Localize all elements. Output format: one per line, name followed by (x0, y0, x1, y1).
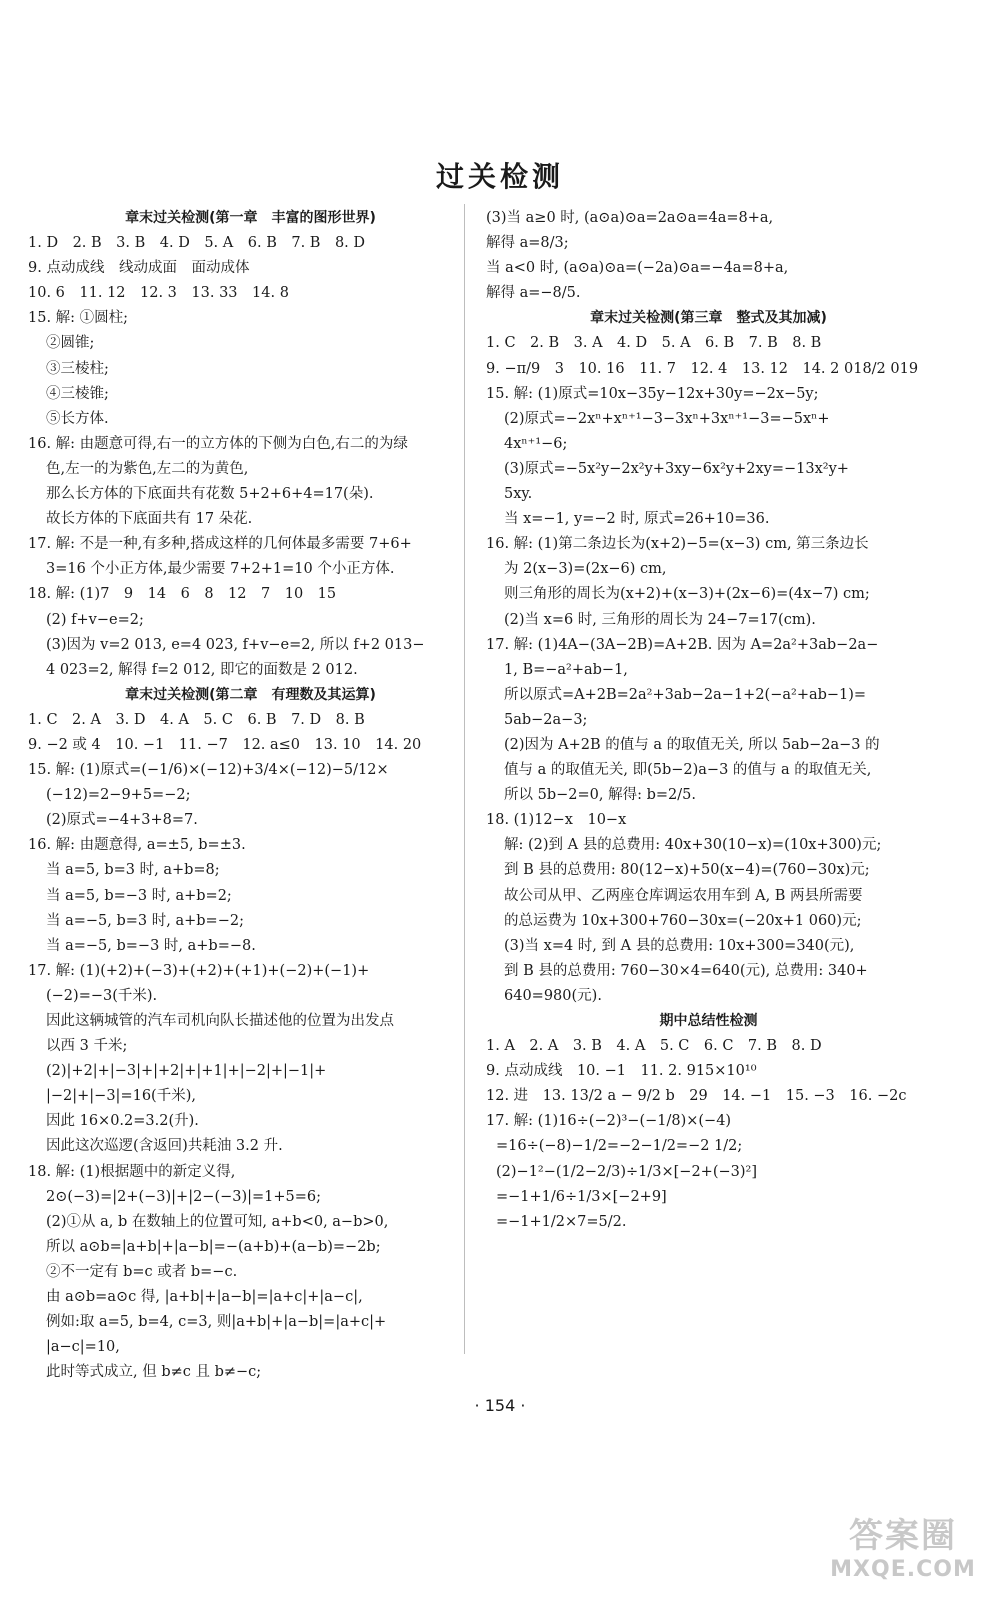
right-answer-line: (2)因为 A+2B 的值与 a 的取值无关, 所以 5ab−2a−3 的 (504, 736, 880, 753)
left-answer-line: 因此这次巡逻(含返回)共耗油 3.2 升. (46, 1138, 283, 1155)
right-answer-line: (3)当 x=4 时, 到 A 县的总费用: 10x+300=340(元), (504, 937, 855, 954)
watermark-top-text: 答案圈 (849, 1516, 957, 1556)
page-title: 过关检测 (435, 160, 564, 193)
left-answer-line: 当 a=−5, b=−3 时, a+b=−8. (46, 937, 256, 954)
right-answer-line: 1. A 2. A 3. B 4. A 5. C 6. C 7. B 8. D (486, 1038, 822, 1055)
right-answer-line: 到 B 县的总费用: 760−30×4=640(元), 总费用: 340+ (504, 962, 868, 979)
right-answer-line: 18. (1)12−x 10−x (486, 812, 627, 829)
left-answer-line: 18. 解: (1)根据题中的新定义得, (28, 1163, 236, 1180)
left-answer-line: 16. 解: 由题意得, a=±5, b=±3. (28, 837, 246, 854)
right-answer-line: 17. 解: (1)16÷(−2)³−(−1/8)×(−4) (486, 1113, 732, 1130)
watermark-logo (808, 1508, 998, 1596)
right-answer-line: =−1+1/6÷1/3×[−2+9] (496, 1188, 667, 1205)
left-answer-line: 当 a=5, b=3 时, a+b=8; (46, 862, 220, 879)
left-answer-line: 16. 解: 由题意可得,右一的立方体的下侧为白色,右二的为绿 (28, 435, 408, 452)
right-answer-line: 9. 点动成线 10. −1 11. 2. 915×10¹⁰ (486, 1063, 757, 1080)
left-answer-line: (2) f+v−e=2; (46, 611, 144, 628)
right-answer-line: 15. 解: (1)原式=10x−35y−12x+30y=−2x−5y; (486, 385, 819, 402)
right-answer-line: 640=980(元). (504, 987, 602, 1004)
left-answer-line: (2)①从 a, b 在数轴上的位置可知, a+b<0, a−b>0, (46, 1213, 389, 1230)
left-answer-line: 由 a⊙b=a⊙c 得, |a+b|+|a−b|=|a+c|+|a−c|, (46, 1289, 363, 1306)
right-answer-line: =−1+1/2×7=5/2. (496, 1213, 627, 1230)
right-answer-line: 到 B 县的总费用: 80(12−x)+50(x−4)=(760−30x)元; (504, 862, 870, 879)
left-answer-line: 9. 点动成线 线动成面 面动成体 (28, 260, 250, 277)
right-answer-line: 当 x=−1, y=−2 时, 原式=26+10=36. (504, 511, 770, 528)
right-answer-line: 4xⁿ⁺¹−6; (504, 435, 568, 452)
left-answer-line: (2)原式=−4+3+8=7. (46, 812, 198, 829)
right-answer-line: 所以原式=A+2B=2a²+3ab−2a−1+2(−a²+ab−1)= (504, 686, 867, 703)
right-answer-line: (3)原式=−5x²y−2x²y+3xy−6x²y+2xy=−13x²y+ (504, 460, 849, 477)
right-answer-line: 解得 a=8/3; (486, 235, 569, 252)
right-answer-line: 故公司从甲、乙两座仓库调运农用车到 A, B 两县所需要 (504, 887, 863, 904)
left-answer-line: 色,左一的为紫色,左二的为黄色, (46, 460, 249, 477)
right-section-title: 章末过关检测(第三章 整式及其加减) (590, 310, 827, 327)
left-answer-line: ②不一定有 b=c 或者 b=−c. (46, 1263, 238, 1280)
left-answer-line: 那么长方体的下底面共有花数 5+2+6+4=17(朵). (46, 486, 374, 503)
right-answer-line: 为 2(x−3)=(2x−6) cm, (504, 561, 667, 578)
left-answer-line: ④三棱锥; (46, 385, 109, 402)
right-answer-line: =16÷(−8)−1/2=−2−1/2=−2 1/2; (496, 1138, 743, 1155)
right-section-title: 期中总结性检测 (659, 1013, 758, 1029)
right-answer-line: 的总运费为 10x+300+760−30x=(−20x+1 060)元; (504, 912, 862, 929)
right-answer-line: (2)当 x=6 时, 三角形的周长为 24−7=17(cm). (504, 611, 816, 628)
right-answer-line: 解: (2)到 A 县的总费用: 40x+30(10−x)=(10x+300)元; (504, 837, 882, 854)
page-number: · 154 · (474, 1396, 526, 1415)
left-answer-line: 17. 解: 不是一种,有多种,搭成这样的几何体最多需要 7+6+ (28, 536, 412, 553)
left-answer-line: 9. −2 或 4 10. −1 11. −7 12. a≤0 13. 10 14. 20 (28, 736, 422, 753)
right-column (486, 206, 931, 1235)
left-answer-line: 因此 16×0.2=3.2(升). (46, 1113, 199, 1130)
left-answer-line: 15. 解: ①圆柱; (28, 310, 129, 327)
left-answer-line: 4 023=2, 解得 f=2 012, 即它的面数是 2 012. (46, 661, 358, 678)
right-answer-line: (3)当 a≥0 时, (a⊙a)⊙a=2a⊙a=4a=8+a, (486, 210, 774, 226)
left-answer-line: 当 a=−5, b=3 时, a+b=−2; (46, 912, 244, 929)
right-answer-line: 1, B=−a²+ab−1, (504, 661, 628, 678)
left-answer-line: (2)|+2|+|−3|+|+2|+|+1|+|−2|+|−1|+ (46, 1063, 327, 1080)
left-answer-line: 2⊙(−3)=|2+(−3)|+|2−(−3)|=1+5=6; (46, 1188, 322, 1205)
right-answer-line: 16. 解: (1)第二条边长为(x+2)−5=(x−3) cm, 第三条边长 (486, 536, 869, 553)
right-answer-line: 17. 解: (1)4A−(3A−2B)=A+2B. 因为 A=2a²+3ab−2a− (486, 636, 879, 653)
left-answer-line: |a−c|=10, (46, 1339, 120, 1356)
right-answer-line: 当 a<0 时, (a⊙a)⊙a=(−2a)⊙a=−4a=8+a, (486, 260, 789, 277)
left-section-title: 章末过关检测(第一章 丰富的图形世界) (125, 210, 376, 226)
right-answer-line: (2)−1²−(1/2−2/3)÷1/3×[−2+(−3)²] (496, 1163, 757, 1180)
right-answer-line: 5ab−2a−3; (504, 711, 588, 728)
left-answer-line: (−2)=−3(千米). (46, 987, 158, 1004)
left-answer-line: |−2|+|−3|=16(千米), (46, 1088, 196, 1105)
left-answer-line: 3=16 个小正方体,最少需要 7+2+1=10 个小正方体. (46, 561, 395, 578)
left-answer-line: (−12)=2−9+5=−2; (46, 787, 191, 804)
left-answer-line: 因此这辆城管的汽车司机向队长描述他的位置为出发点 (46, 1013, 394, 1029)
left-answer-line: 10. 6 11. 12 12. 3 13. 33 14. 8 (28, 285, 289, 302)
left-answer-line: 所以 a⊙b=|a+b|+|a−b|=−(a+b)+(a−b)=−2b; (46, 1238, 381, 1255)
watermark-bottom-text: MXQE.COM (830, 1557, 976, 1582)
left-answer-line: 此时等式成立, 但 b≠c 且 b≠−c; (46, 1364, 262, 1381)
left-column (28, 206, 473, 1385)
right-answer-line: 解得 a=−8/5. (486, 285, 581, 302)
left-answer-line: 15. 解: (1)原式=(−1/6)×(−12)+3/4×(−12)−5/12× (28, 762, 389, 779)
right-answer-line: 所以 5b−2=0, 解得: b=2/5. (504, 787, 696, 804)
left-section-title: 章末过关检测(第二章 有理数及其运算) (125, 686, 376, 703)
right-answer-line: 1. C 2. B 3. A 4. D 5. A 6. B 7. B 8. B (486, 335, 822, 352)
left-answer-line: ②圆锥; (46, 335, 95, 352)
left-answer-line: 当 a=5, b=−3 时, a+b=2; (46, 887, 232, 904)
left-answer-line: 1. D 2. B 3. B 4. D 5. A 6. B 7. B 8. D (28, 235, 366, 252)
left-answer-line: 故长方体的下底面共有 17 朵花. (46, 511, 253, 528)
right-answer-line: 值与 a 的取值无关, 即(5b−2)a−3 的值与 a 的取值无关, (504, 762, 872, 779)
left-answer-line: 1. C 2. A 3. D 4. A 5. C 6. B 7. D 8. B (28, 711, 365, 728)
right-answer-line: 则三角形的周长为(x+2)+(x−3)+(2x−6)=(4x−7) cm; (504, 586, 870, 603)
right-answer-line: 12. 进 13. 13/2 a − 9/2 b 29 14. −1 15. −3 16. −2c (486, 1088, 907, 1105)
left-answer-line: ⑤长方体. (46, 410, 109, 427)
left-answer-line: 例如:取 a=5, b=4, c=3, 则|a+b|+|a−b|=|a+c|+ (46, 1314, 387, 1331)
right-answer-line: 5xy. (504, 486, 533, 503)
right-answer-line: (2)原式=−2xⁿ+xⁿ⁺¹−3−3xⁿ+3xⁿ⁺¹−3=−5xⁿ+ (504, 410, 830, 427)
left-answer-line: 18. 解: (1)7 9 14 6 8 12 7 10 15 (28, 586, 337, 603)
right-answer-line: 9. −π/9 3 10. 16 11. 7 12. 4 13. 12 14. 2 018/2 019 (486, 360, 919, 377)
left-answer-line: 17. 解: (1)(+2)+(−3)+(+2)+(+1)+(−2)+(−1)+ (28, 962, 370, 979)
left-answer-line: 以西 3 千米; (46, 1038, 128, 1055)
left-answer-line: (3)因为 v=2 013, e=4 023, f+v−e=2, 所以 f+2 013− (46, 636, 425, 653)
left-answer-line: ③三棱柱; (46, 360, 109, 377)
